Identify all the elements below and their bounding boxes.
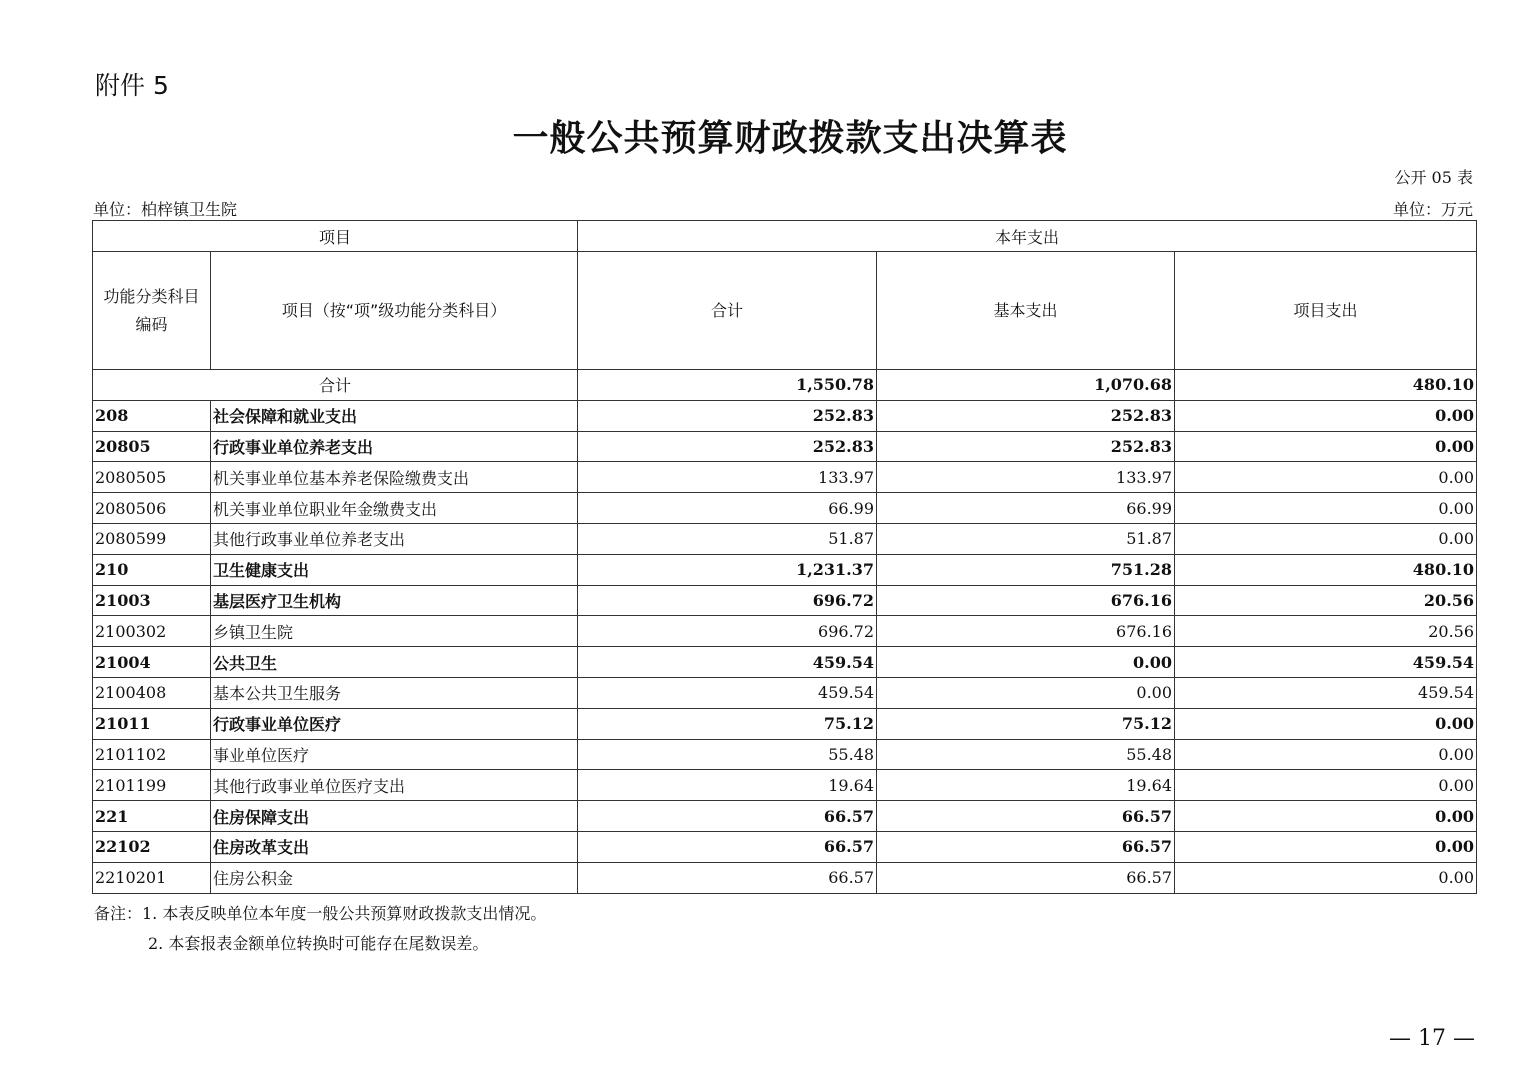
row-code: 2080599 — [93, 523, 211, 554]
row-basic: 676.16 — [877, 585, 1175, 616]
page-title: 一般公共预算财政拨款支出决算表 — [512, 117, 1068, 159]
row-code: 22102 — [93, 831, 211, 862]
row-total: 55.48 — [578, 739, 877, 770]
row-code: 2080506 — [93, 493, 211, 524]
table-row — [93, 554, 1477, 585]
row-total: 19.64 — [578, 770, 877, 801]
row-total: 252.83 — [578, 400, 877, 431]
row-total: 459.54 — [578, 647, 877, 678]
row-project: 0.00 — [1175, 708, 1477, 739]
row-name: 机关事业单位职业年金缴费支出 — [211, 493, 578, 524]
note-line-2: 2. 本套报表金额单位转换时可能存在尾数误差。 — [148, 934, 489, 953]
row-name: 住房公积金 — [211, 862, 578, 893]
row-project: 459.54 — [1175, 677, 1477, 708]
table-row — [93, 647, 1477, 678]
header-total: 合计 — [578, 252, 877, 370]
total-row — [93, 370, 1477, 401]
row-project: 0.00 — [1175, 523, 1477, 554]
form-number: 公开 05 表 — [1394, 168, 1473, 187]
table-row — [93, 585, 1477, 616]
table-row — [93, 400, 1477, 431]
row-total: 51.87 — [578, 523, 877, 554]
row-total: 252.83 — [578, 431, 877, 462]
row-project: 0.00 — [1175, 431, 1477, 462]
table-row — [93, 523, 1477, 554]
row-code: 2080505 — [93, 462, 211, 493]
row-basic: 66.57 — [877, 862, 1175, 893]
header-name: 项目（按“项”级功能分类科目） — [211, 252, 578, 370]
table-row — [93, 862, 1477, 893]
row-project: 20.56 — [1175, 616, 1477, 647]
row-code: 2100302 — [93, 616, 211, 647]
row-name: 机关事业单位基本养老保险缴费支出 — [211, 462, 578, 493]
row-project: 0.00 — [1175, 400, 1477, 431]
row-total: 1,231.37 — [578, 554, 877, 585]
page-number: — 17 — — [1389, 1026, 1475, 1051]
row-code: 21003 — [93, 585, 211, 616]
row-code: 2210201 — [93, 862, 211, 893]
table-row — [93, 739, 1477, 770]
header-project: 项目 — [93, 221, 578, 252]
row-total: 459.54 — [578, 677, 877, 708]
row-name: 行政事业单位医疗 — [211, 708, 578, 739]
row-total: 75.12 — [578, 708, 877, 739]
row-basic: 75.12 — [877, 708, 1175, 739]
row-name: 行政事业单位养老支出 — [211, 431, 578, 462]
table-row — [93, 770, 1477, 801]
total-row-label: 合计 — [93, 370, 578, 401]
row-total: 66.57 — [578, 831, 877, 862]
table-row — [93, 462, 1477, 493]
row-code: 21004 — [93, 647, 211, 678]
row-total: 66.99 — [578, 493, 877, 524]
header-project-expense: 项目支出 — [1175, 252, 1477, 370]
row-name: 乡镇卫生院 — [211, 616, 578, 647]
row-code: 2100408 — [93, 677, 211, 708]
row-basic: 66.57 — [877, 831, 1175, 862]
row-name: 卫生健康支出 — [211, 554, 578, 585]
row-name: 基本公共卫生服务 — [211, 677, 578, 708]
row-name: 公共卫生 — [211, 647, 578, 678]
row-code: 210 — [93, 554, 211, 585]
total-row-basic: 1,070.68 — [877, 370, 1175, 401]
table-group-header-row — [93, 221, 1477, 252]
row-basic: 66.99 — [877, 493, 1175, 524]
row-code: 2101102 — [93, 739, 211, 770]
row-basic: 133.97 — [877, 462, 1175, 493]
row-code: 208 — [93, 400, 211, 431]
row-basic: 0.00 — [877, 647, 1175, 678]
row-basic: 0.00 — [877, 677, 1175, 708]
row-code: 2101199 — [93, 770, 211, 801]
row-code: 21011 — [93, 708, 211, 739]
row-code: 221 — [93, 801, 211, 832]
currency-unit: 单位：万元 — [1392, 200, 1473, 219]
row-name: 基层医疗卫生机构 — [211, 585, 578, 616]
row-basic: 66.57 — [877, 801, 1175, 832]
row-basic: 19.64 — [877, 770, 1175, 801]
note-line-1: 备注：1. 本表反映单位本年度一般公共预算财政拨款支出情况。 — [94, 904, 547, 923]
row-total: 696.72 — [578, 616, 877, 647]
row-project: 0.00 — [1175, 462, 1477, 493]
row-basic: 55.48 — [877, 739, 1175, 770]
table-row — [93, 493, 1477, 524]
table-row — [93, 677, 1477, 708]
table-row — [93, 708, 1477, 739]
table-row — [93, 616, 1477, 647]
row-basic: 252.83 — [877, 400, 1175, 431]
row-name: 其他行政事业单位医疗支出 — [211, 770, 578, 801]
row-project: 0.00 — [1175, 831, 1477, 862]
row-project: 0.00 — [1175, 770, 1477, 801]
row-total: 66.57 — [578, 862, 877, 893]
row-name: 事业单位医疗 — [211, 739, 578, 770]
row-project: 480.10 — [1175, 554, 1477, 585]
row-project: 459.54 — [1175, 647, 1477, 678]
row-project: 0.00 — [1175, 493, 1477, 524]
row-code: 20805 — [93, 431, 211, 462]
row-total: 66.57 — [578, 801, 877, 832]
expenditure-table — [92, 220, 1477, 894]
row-basic: 676.16 — [877, 616, 1175, 647]
row-project: 20.56 — [1175, 585, 1477, 616]
table-row — [93, 431, 1477, 462]
row-basic: 51.87 — [877, 523, 1175, 554]
header-code: 功能分类科目编码 — [93, 252, 211, 370]
header-current-year: 本年支出 — [578, 221, 1477, 252]
row-name: 社会保障和就业支出 — [211, 400, 578, 431]
row-total: 696.72 — [578, 585, 877, 616]
header-basic: 基本支出 — [877, 252, 1175, 370]
row-basic: 751.28 — [877, 554, 1175, 585]
row-name: 其他行政事业单位养老支出 — [211, 523, 578, 554]
total-row-total: 1,550.78 — [578, 370, 877, 401]
table-row — [93, 801, 1477, 832]
row-total: 133.97 — [578, 462, 877, 493]
row-basic: 252.83 — [877, 431, 1175, 462]
attachment-label: 附件 5 — [95, 71, 169, 100]
row-name: 住房保障支出 — [211, 801, 578, 832]
total-row-project: 480.10 — [1175, 370, 1477, 401]
row-project: 0.00 — [1175, 862, 1477, 893]
row-name: 住房改革支出 — [211, 831, 578, 862]
notes — [94, 899, 546, 959]
table-column-header-row — [93, 252, 1477, 370]
reporting-unit: 单位：柏梓镇卫生院 — [93, 200, 238, 219]
table-row — [93, 831, 1477, 862]
row-project: 0.00 — [1175, 801, 1477, 832]
row-project: 0.00 — [1175, 739, 1477, 770]
